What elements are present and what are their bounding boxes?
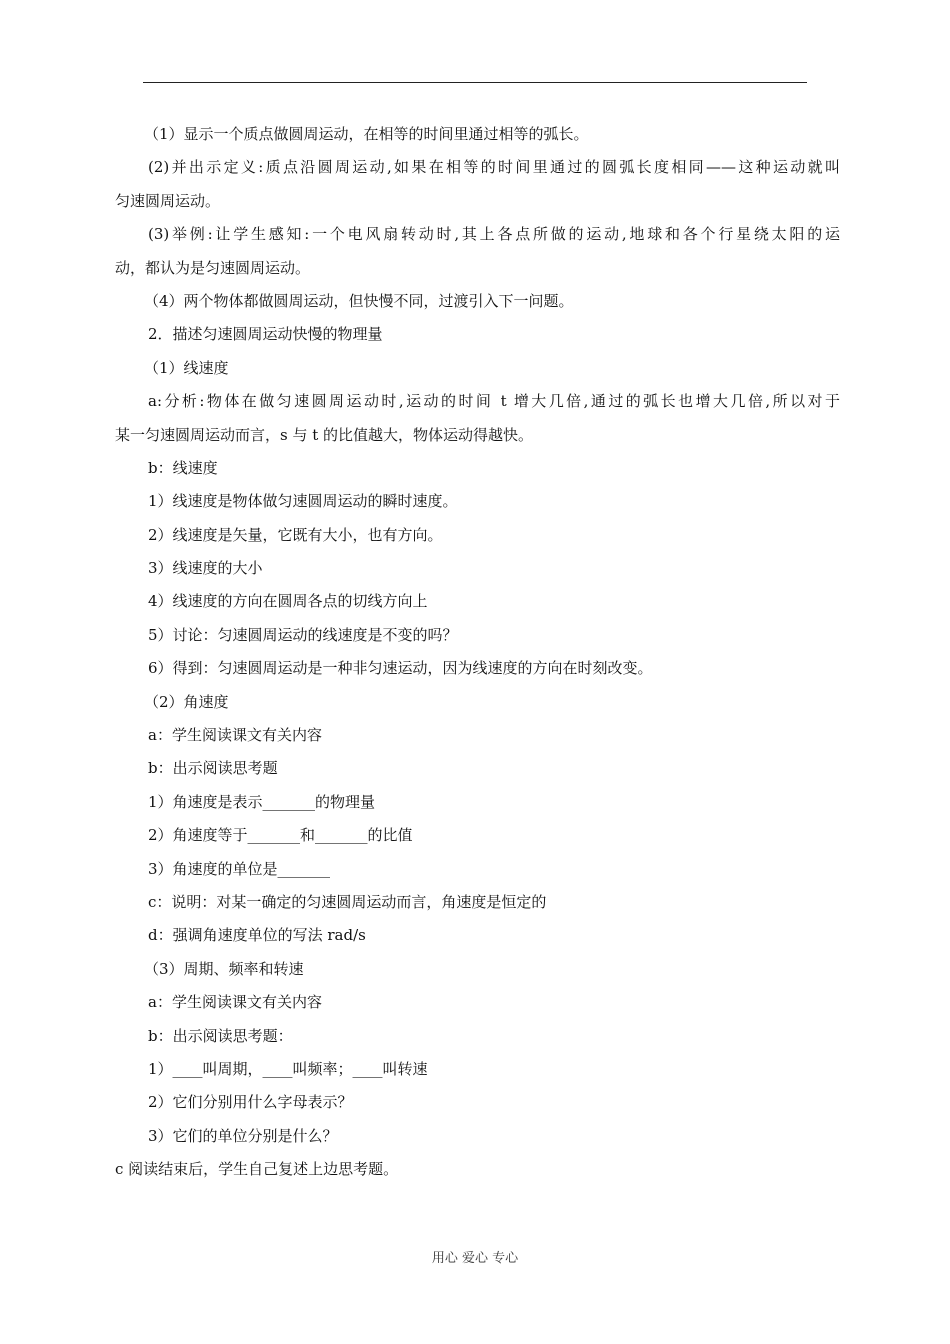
- text-line: 3）线速度的大小: [148, 559, 263, 578]
- text-line: （3）周期、频率和转速: [144, 959, 304, 978]
- text-line: (2)并出示定义:质点沿圆周运动,如果在相等的时间里通过的圆弧长度相同——这种运动就叫: [148, 158, 840, 177]
- text-line: 3）角速度的单位是_______: [148, 859, 331, 878]
- text-line: 5）讨论：匀速圆周运动的线速度是不变的吗？: [148, 625, 458, 644]
- document-body: [115, 118, 840, 1187]
- text-line: 3）它们的单位分别是什么？: [148, 1126, 338, 1145]
- text-line: a：学生阅读课文有关内容: [148, 726, 322, 745]
- text-line: （4）两个物体都做圆周运动，但快慢不同，过渡引入下一问题。: [144, 291, 574, 310]
- text-line: b：出示阅读思考题：: [148, 1026, 293, 1045]
- text-line: a：学生阅读课文有关内容: [148, 993, 322, 1012]
- text-line: 4）线速度的方向在圆周各点的切线方向上: [148, 592, 428, 611]
- text-line: 动，都认为是匀速圆周运动。: [115, 258, 311, 277]
- text-line: 2）角速度等于_______和_______的比值: [148, 826, 413, 845]
- text-line: 1）____叫周期，____叫频率；____叫转速: [148, 1059, 428, 1078]
- text-line: 2）它们分别用什么字母表示？: [148, 1093, 353, 1112]
- text-line: （2）角速度: [144, 692, 229, 711]
- text-line: c 阅读结束后，学生自己复述上边思考题。: [115, 1160, 399, 1179]
- text-line: 某一匀速圆周运动而言，s 与 t 的比值越大，物体运动得越快。: [115, 425, 534, 444]
- text-line: a:分析:物体在做匀速圆周运动时,运动的时间 t 增大几倍,通过的弧长也增大几倍,所以对于: [148, 392, 840, 411]
- text-line: 2．描述匀速圆周运动快慢的物理量: [148, 325, 383, 344]
- text-line: （1）显示一个质点做圆周运动，在相等的时间里通过相等的弧长。: [144, 125, 589, 143]
- text-line: 匀速圆周运动。: [115, 191, 221, 210]
- page-footer: 用心 爱心 专心: [431, 1251, 519, 1266]
- text-line: 1）线速度是物体做匀速圆周运动的瞬时速度。: [148, 492, 458, 511]
- header-rule: [143, 82, 807, 83]
- text-line: b：线速度: [148, 458, 218, 477]
- text-line: 1）角速度是表示_______的物理量: [148, 792, 376, 811]
- text-line: (3)举例:让学生感知:一个电风扇转动时,其上各点所做的运动,地球和各个行星绕太阳的运: [148, 225, 840, 244]
- text-line: b：出示阅读思考题: [148, 759, 278, 778]
- text-line: 6）得到：匀速圆周运动是一种非匀速运动，因为线速度的方向在时刻改变。: [148, 659, 653, 678]
- text-line: d：强调角速度单位的写法 rad/s: [148, 926, 366, 945]
- text-line: 2）线速度是矢量，它既有大小，也有方向。: [148, 525, 443, 544]
- text-line: c：说明：对某一确定的匀速圆周运动而言，角速度是恒定的: [148, 892, 547, 911]
- text-line: （1）线速度: [144, 358, 229, 377]
